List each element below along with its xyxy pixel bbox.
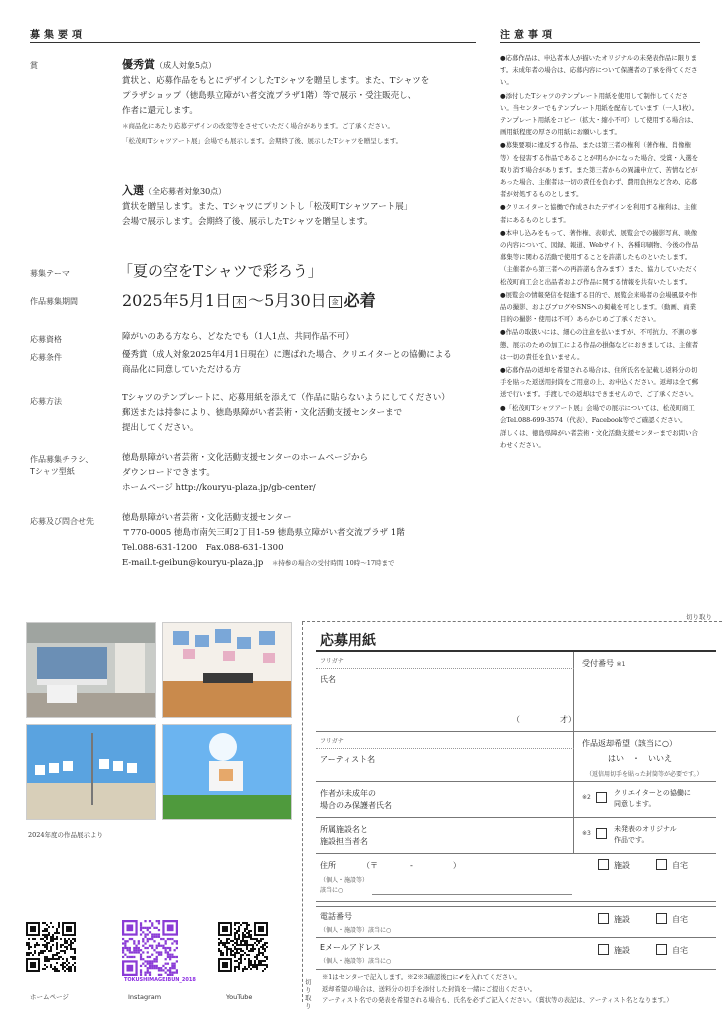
return-title: 作品返却希望（該当に○） [582,739,677,748]
contact-value [122,511,482,571]
address-label: 住所 [320,861,336,870]
divider [500,42,700,43]
notice-item: ●応募作品は、申込者本人が描いたオリジナルの未発表作品に限ります。未成年者の場合は、応募内容について保護者の了承を得てください。 [500,54,698,87]
period-end-day: 金 [329,296,342,308]
contact-line: 〒770-0005 徳島市南矢三町2丁目1-59 徳島県立障がい者交流プラザ 1階 [122,528,405,538]
period-suffix: 必着 [343,291,376,310]
form-title: 応募用紙 [320,633,376,649]
original-label: 作品です。 [614,836,649,844]
furigana-label: フリガナ [320,658,344,665]
application-form [316,628,716,964]
flyer-label-line: Tシャツ型紙 [30,467,75,476]
homepage-link[interactable]: ホームページ http://kouryu-plaza.jp/gb-center/ [122,483,316,493]
name-field[interactable] [316,652,574,732]
eligibility-value: 障がいのある方なら、どなたでも（1人1点、共同作品不可） [122,332,354,342]
contact-line: Tel.088-631-1200 Fax.088-631-1300 [122,543,284,553]
facility-option: 施設 [614,915,630,924]
furigana-label: フリガナ [320,738,344,745]
grand-prize-text: 作者に還元します。 [122,106,198,116]
email-label: Eメールアドレス [320,943,381,952]
grand-prize-block [122,56,482,147]
cut-label-top: 切り取り [686,613,712,621]
method-line: 提出してください。 [122,423,199,433]
notice-item: ●展覧会の情報発信を促進する目的で、展覧会来場者の会場風景や作品の撮影、およびブログやSNSへの掲載を可とします。（動画、商業目的の撮影・使用は不可）あらかじめご了承ください。 [500,290,698,324]
selected-prize-sub: （全応募者対象30点） [144,187,227,196]
homepage-qr-code[interactable] [26,922,76,972]
home-option: 自宅 [672,946,688,955]
footnote: ※1はセンターで記入します。※2※3確認後□に✔を入れてください。 [322,974,521,981]
notice-item: ●「松茂町Tシャツアート展」会場での展示については、松茂町商工会Tel.088-699-3574（代表）、Facebook等でご確認ください。 [500,403,695,424]
age-label: （ 才） [512,715,576,724]
cut-label-side: 切り取り [305,978,312,1010]
consent-label: クリエイターとの協働に [614,789,691,797]
exhibit-photo-3 [26,724,156,820]
address-home-checkbox[interactable] [656,859,667,870]
flyer-value [122,451,368,496]
exhibit-photo-4 [162,724,292,820]
flyer-line: ダウンロードできます。 [122,468,215,478]
grand-prize-note: 「松茂町Tシャツアート展」会場でも展示します。会期終了後、展示したTシャツを贈呈します。 [122,137,403,145]
conditions-line: 優秀賞（成人対象2025年4月1日現在）に選ばれた場合、クリエイターとの協働による [122,350,452,360]
home-option: 自宅 [672,915,688,924]
cut-line-horizontal [302,621,722,622]
original-label: 未発表のオリジナル [614,825,677,833]
cut-line-vertical [302,622,303,1002]
instagram-qr-code[interactable] [122,920,178,976]
method-line: 郵送または持参により、徳島県障がい者芸術・文化活動支援センターまで [122,408,403,418]
homepage-qr-label: ホームページ [30,993,69,1001]
instagram-qr-label: Instagram [128,993,162,1001]
phone-note: （個人・施設等）該当に○ [320,927,392,934]
facility-field[interactable] [316,818,574,854]
method-label: 応募方法 [30,397,62,406]
flyer-line: 徳島県障がい者芸術・文化活動支援センターのホームページから [122,453,368,463]
prize-label: 賞 [30,61,38,70]
original-confirm-field [574,818,716,854]
email-facility-checkbox[interactable] [598,944,609,955]
notice-item: ●募集要項に違反する作品、または第三者の権利（著作権、肖像権等）を侵害する作品であることが明らかになった場合、受賞・入選を取り消す場合があります。また第三者からの異議申立て、苦情などがあった場合、主催者は一切の責任を負わず、費用負担など含め、応募者が対処するものとします。 [500,141,699,199]
notices-heading: 注意事項 [500,30,556,41]
grand-prize-text: プラザショップ（徳島県立障がい者交流プラザ1階）等で展示・受注販売し、 [122,91,417,101]
address-note: 該当に○ [320,887,344,894]
divider [316,748,574,749]
contact-label: 応募及び問合せ先 [30,517,94,526]
consent-label: 同意します。 [614,800,656,808]
notice-item: ●作品の取扱いには、細心の注意を払いますが、不可抗力、不測の事態、展示のための加工による作品の損傷などにおきましては、主催者は一切の責任を負いません。 [500,328,699,361]
contact-note: ＊持参の場合の受付時間 10時〜17時まで [271,559,395,567]
period-end: 〜5月30日 [248,291,327,310]
original-checkbox[interactable] [596,828,607,839]
address-note: （個人・施設等） [320,877,369,884]
name-label: 氏名 [320,675,336,684]
reception-mark: ※1 [616,661,626,668]
email-home-checkbox[interactable] [656,944,667,955]
exhibit-photo-1 [26,622,156,718]
notice-item: ●クリエイターと協働で作成されたデザインを利用する権利は、主催者にあるものとします。 [500,203,697,224]
form-footnotes [322,972,718,1007]
postal-code: （〒 - ） [362,861,461,870]
grand-prize-text: 賞状と、応募作品をもとにデザインしたTシャツを贈呈します。また、Tシャツを [122,76,430,86]
period-start-day: 木 [233,296,246,308]
period-label: 作品募集期間 [30,297,78,306]
youtube-qr-code[interactable] [218,922,268,972]
youtube-qr-label: YouTube [226,993,253,1001]
facility-option: 施設 [614,861,630,870]
theme-label: 募集テーマ [30,269,70,278]
grand-prize-sub: （成人対象5点） [155,61,217,70]
reception-label: 受付番号 [582,659,614,668]
theme-value: 「夏の空をTシャツで彩ろう」 [118,262,323,280]
grand-prize-title: 優秀賞 [122,58,155,71]
divider [30,42,476,43]
artist-name-field[interactable] [316,732,574,782]
facility-option: 施設 [614,946,630,955]
contact-line: 徳島県障がい者芸術・文化活動支援センター [122,513,292,523]
notice-item: ●添付したTシャツのテンプレート用紙を使用して制作してください。当センターでもテンプレート用紙を配布しています（一人1枚）。テンプレート用紙をコピー（拡大・縮小不可）して使用する場合は、画用紙程度の厚さの用紙にお願いします。 [500,91,699,137]
selected-prize-text: 賞状を贈呈します。また、Tシャツにプリントし「松茂町Tシャツアート展」 [122,202,413,212]
instagram-handle: TOKUSHIMAGEIBUN_2018 [124,977,196,983]
method-line: Tシャツのテンプレートに、応募用紙を添えて（作品に貼らないようにしてください） [122,393,450,403]
email-field[interactable] [316,938,716,970]
conditions-value [122,348,452,378]
phone-home-checkbox[interactable] [656,913,667,924]
address-facility-checkbox[interactable] [598,859,609,870]
phone-field[interactable] [316,906,716,938]
method-value [122,391,450,436]
return-options[interactable]: はい ・ いいえ [608,754,672,763]
artist-label: アーティスト名 [320,755,376,764]
reception-number-field [574,652,716,732]
email-note: （個人・施設等）該当に○ [320,958,392,965]
recruit-guidelines-heading: 募集要項 [30,30,86,41]
contact-email[interactable]: E-mail.t-geibun@kouryu-plaza.jp [122,558,264,568]
divider [316,668,574,669]
selected-prize-block [122,182,482,230]
notices-list [500,52,700,453]
grand-prize-note: ＊商品化にあたり応募デザインの改変等をさせていただく場合があります。ご了承ください。 [122,122,395,130]
consent-field [574,782,716,818]
consent-checkbox[interactable] [596,792,607,803]
flyer-label-line: 作品募集チラシ、 [30,455,94,464]
mark2: ※2 [582,794,591,801]
footnote: 返却希望の場合は、送料分の切手を添付した封筒を一緒にご提出ください。 [322,985,537,993]
exhibit-photo-2 [162,622,292,718]
home-option: 自宅 [672,861,688,870]
address-field[interactable] [316,854,716,902]
selected-prize-text: 会場で展示します。会期終了後、展示したTシャツを贈呈します。 [122,217,373,227]
notice-item: ●応募作品の返却を希望される場合は、住所氏名を記載し返料分の切手を貼った返送用封筒をご用意の上、お申込ください。返却は全て郵送で行います。手渡しでの返却はできませんので、ご了承ください。 [500,366,699,399]
selected-prize-title: 入選 [122,184,144,197]
facility-label: 所属施設名と [320,825,368,834]
facility-label: 施設担当者名 [320,837,368,846]
flyer-label [30,454,93,478]
return-note: （返信用切手を貼った封筒等が必要です。） [586,771,703,778]
notice-item: ●本申し込みをもって、著作権、表彰式、展覧会での撮影写真、映像の内容について、図録、報道、Webサイト、各種印刷物、今後の作品募集等に関わる活動で使用することを許諾したものといたします。（主催者から第三者への再許諾も含みます）また、協力していただく松茂町商工会と出品者および作品に関する情報を共有いたします。 [500,228,699,286]
footnote: アーティスト名での発表を希望される場合も、氏名を必ずご記入ください。（賞状等の表記は、アーティスト名となります。） [322,997,673,1004]
eligibility-label: 応募資格 [30,335,62,344]
period-value [122,288,376,311]
notice-item: 詳しくは、徳島県障がい者芸術・文化活動支援センターまでお問い合わせください。 [500,429,698,450]
guardian-label: 作者が未成年の [320,789,376,798]
photos-caption: 2024年度の作品展示より [28,831,104,839]
divider [372,894,572,895]
conditions-line: 商品化に同意していただける方 [122,365,242,375]
phone-label: 電話番号 [320,912,352,921]
return-request-field [574,732,716,782]
mark3: ※3 [582,830,591,837]
guardian-name-field[interactable] [316,782,574,818]
guardian-label: 場合のみ保護者氏名 [320,801,392,810]
phone-facility-checkbox[interactable] [598,913,609,924]
conditions-label: 応募条件 [30,353,62,362]
period-start: 2025年5月1日 [122,291,232,310]
